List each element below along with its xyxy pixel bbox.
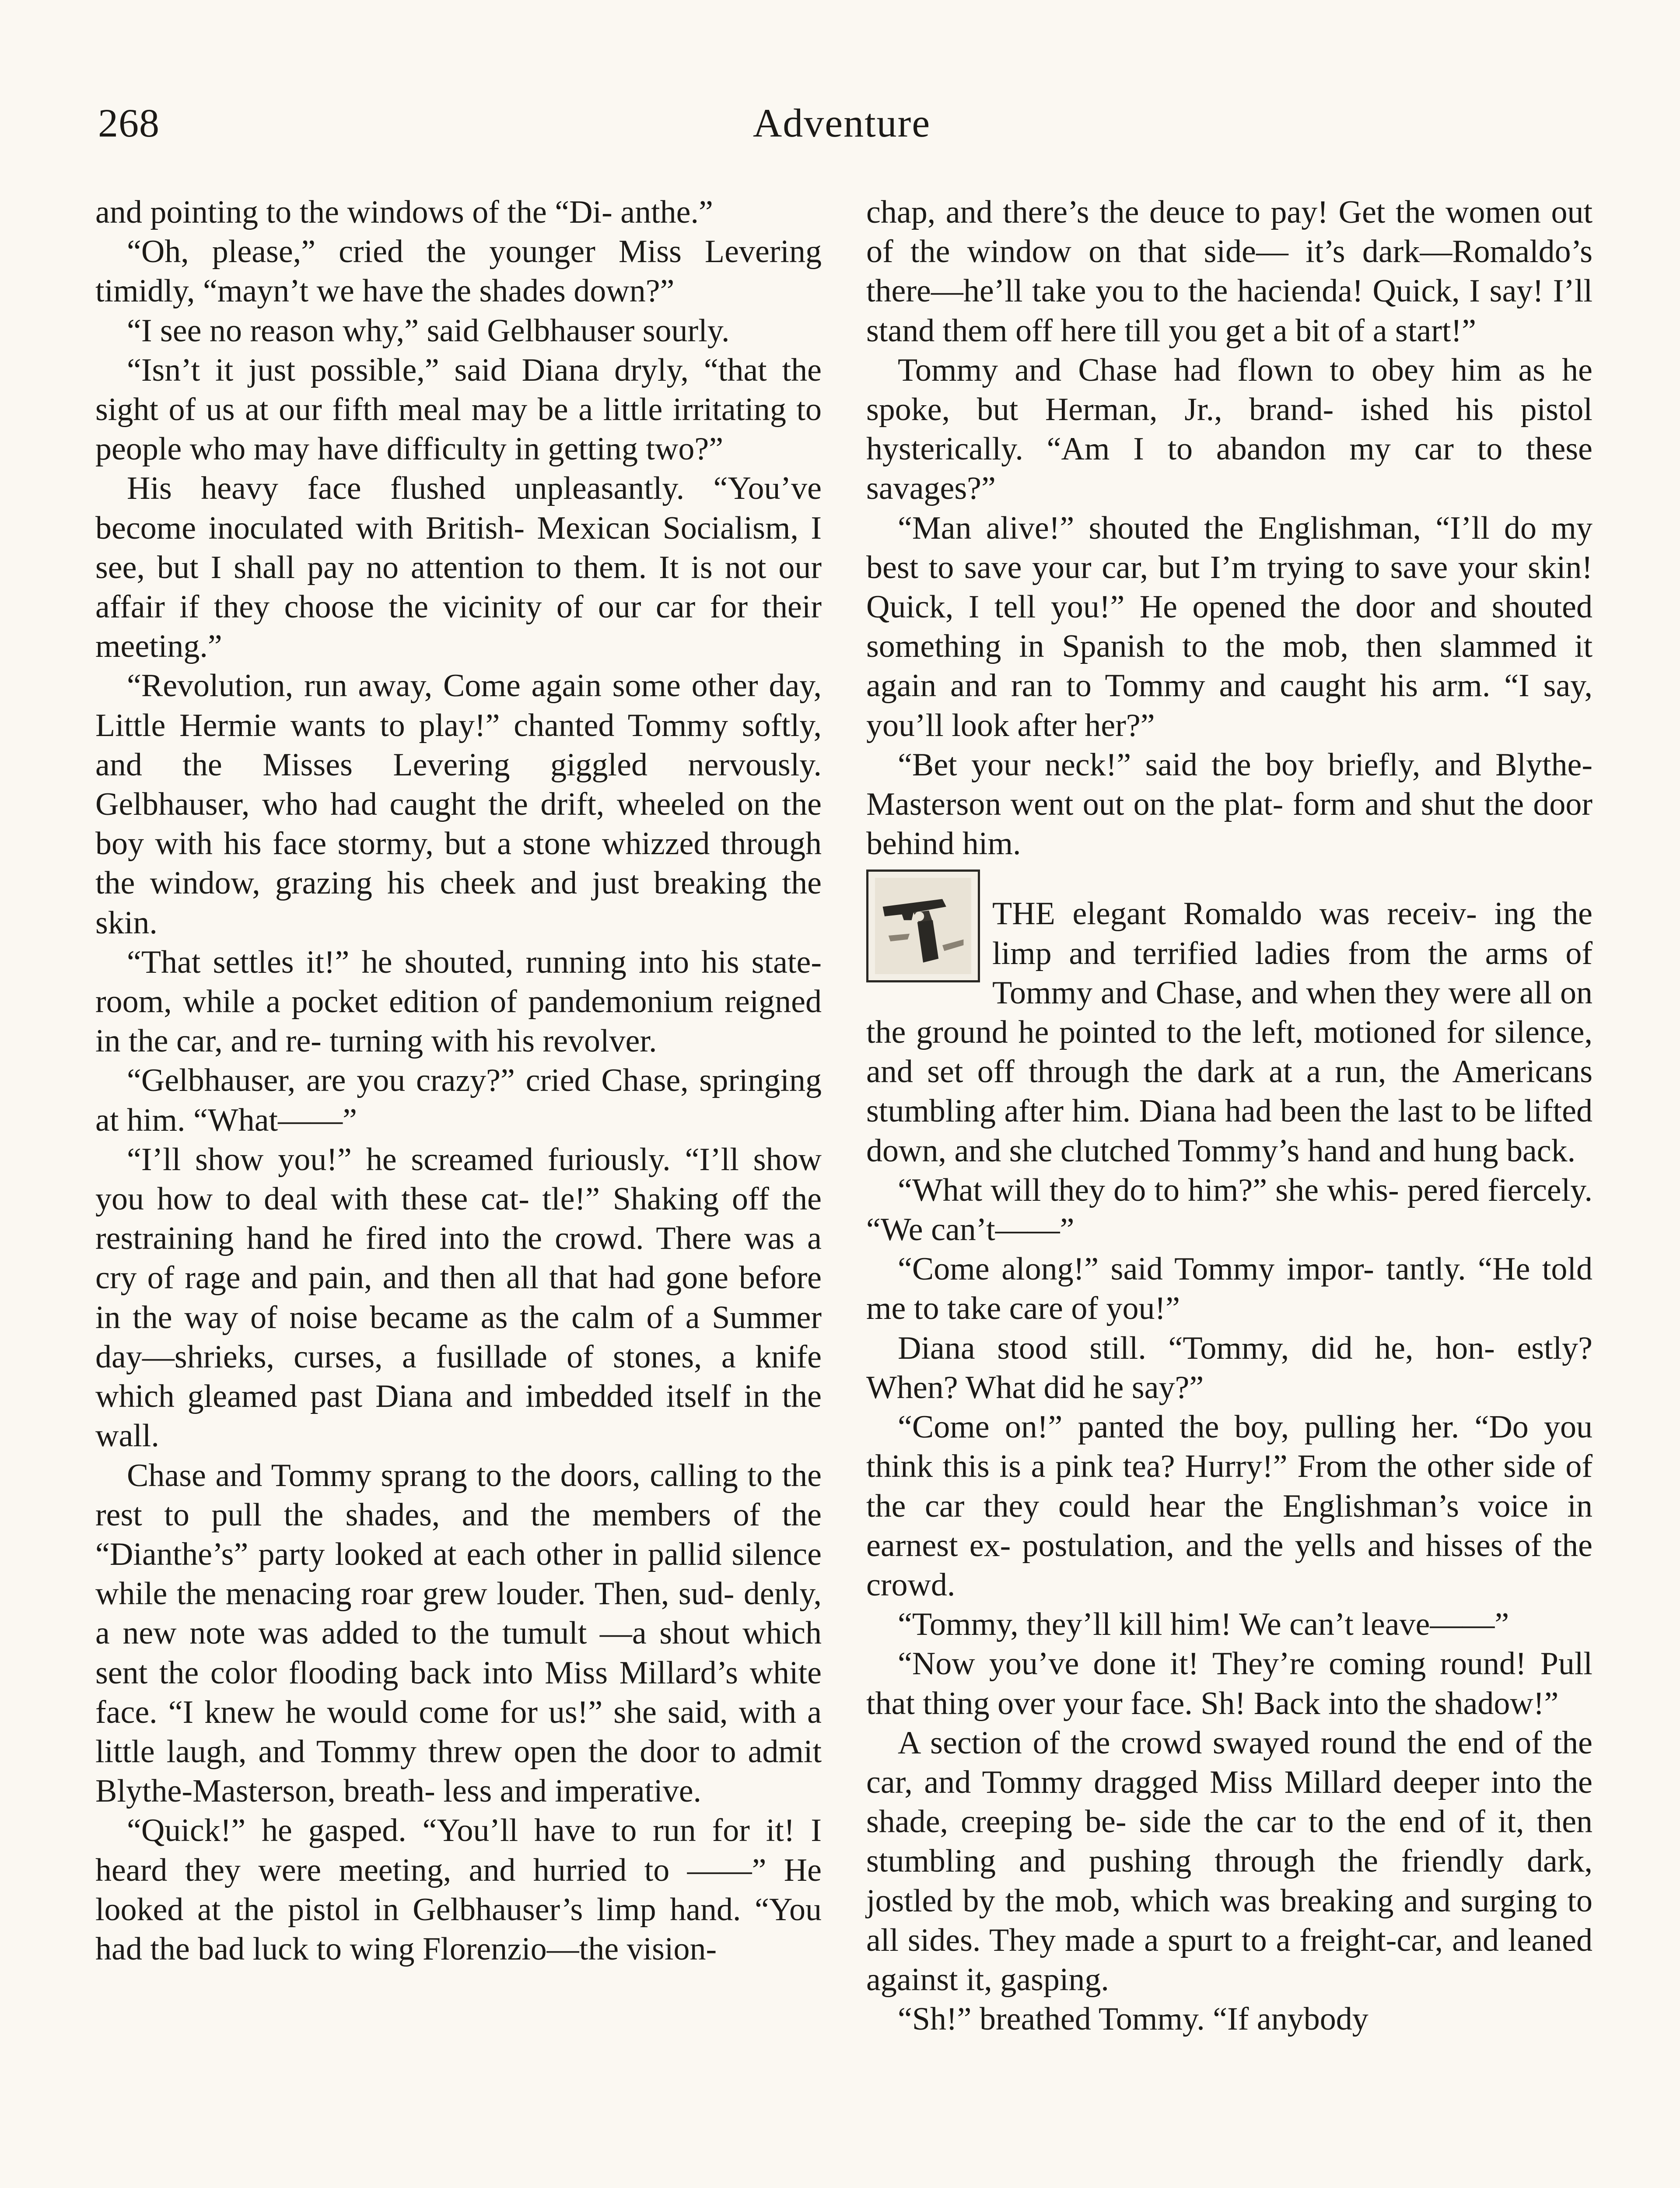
revolver-icon <box>875 878 972 974</box>
page-header <box>98 95 1586 151</box>
running-title: Adventure <box>752 101 931 145</box>
paragraph: “Now you’ve done it! They’re coming round! Pull that thing over your face. Sh! Back into the shadow!” <box>866 1646 1592 1722</box>
paragraph: A section of the crowd swayed round the end of the car, and Tommy dragged Miss Millard deeper into the shade, creeping be- side the car to the end of it, then stumbling and pushing through the friendly dark, jostled by the mob, which was breaking and surging to all sides. They made a spurt to a freight-car, and leaned against it, gasping. <box>866 1725 1592 1998</box>
paragraph: THE elegant Romaldo was receiv- ing the limp and terrified ladies from the arms of Tommy and Chase, and when they were all on the ground he pointed to the left, motioned for silence, and set off through the dark at a run, the Americans stumbling after him. Diana had been the last to be lifted down, and she clutched Tommy’s hand and hung back. <box>866 896 1592 1169</box>
paragraph: “Bet your neck!” said the boy briefly, and Blythe-Masterson went out on the plat- form and shut the door behind him. <box>866 747 1592 862</box>
paragraph: “Gelbhauser, are you crazy?” cried Chase, springing at him. “What——” <box>95 1062 822 1138</box>
paragraph: “Revolution, run away, Come again some other day, Little Hermie wants to play!” chanted Tommy softly, and the Misses Levering giggled nervously. Gelbhauser, who had caught the drift, wheeled on the boy with his face stormy, but a stone whizzed through the window, grazing his cheek and just breaking the skin. <box>95 668 822 941</box>
revolver-icon <box>866 870 980 982</box>
paragraph: “Tommy, they’ll kill him! We can’t leave——” <box>898 1606 1509 1643</box>
paragraph: “Come on!” panted the boy, pulling her. “Do you think this is a pink tea? Hurry!” From the other side of the car they could hear the Englishman’s voice in earnest ex- postulation, and the yells and hisses of the crowd. <box>866 1409 1592 1603</box>
paragraph: “I see no reason why,” said Gelbhauser sourly. <box>127 312 730 349</box>
paragraph: chap, and there’s the deuce to pay! Get the women out of the window on that side— it’s dark—Romaldo’s there—he’ll take you to the hacienda! Quick, I say! I’ll stand them off here till you get a bit of a start!” <box>866 194 1592 349</box>
paragraph: “Oh, please,” cried the younger Miss Levering timidly, “mayn’t we have the shades down?” <box>95 234 822 309</box>
paragraph: “Man alive!” shouted the Englishman, “I’ll do my best to save your car, but I’m trying to save your skin! Quick, I tell you!” He opened the door and shouted something in Spanish to the mob, then slammed it again and ran to Tommy and caught his arm. “I say, you’ll look after her?” <box>866 510 1592 743</box>
paragraph: and pointing to the windows of the “Di- anthe.” <box>95 194 713 230</box>
paragraph: Diana stood still. “Tommy, did he, hon- estly? When? What did he say?” <box>866 1330 1592 1406</box>
paragraph: Chase and Tommy sprang to the doors, calling to the rest to pull the shades, and the members of the “Dianthe’s” party looked at each other in pallid silence while the menacing roar grew louder. Then, sud- denly, a new note was added to the tumult —a shout which sent the color flooding back into Miss Millard’s white face. “I knew he would come for us!” she said, with a little laugh, and Tommy threw open the door to admit Blythe-Masterson, breath- less and imperative. <box>95 1457 822 1809</box>
page-number: 268 <box>98 101 160 145</box>
paragraph: “Quick!” he gasped. “You’ll have to run for it! I heard they were meeting, and hurried to ——” He looked at the pistol in Gelbhauser’s limp hand. “You had the bad luck to wing Florenzio—the vision- <box>95 1813 822 1967</box>
paragraph: His heavy face flushed unpleasantly. “You’ve become inoculated with British- Mexican Socialism, I see, but I shall pay no attention to them. It is not our affair if they choose the vicinity of our car for their meeting.” <box>95 470 822 665</box>
paragraph: “That settles it!” he shouted, running into his state-room, while a pocket edition of pandemonium reigned in the car, and re- turning with his revolver. <box>95 944 822 1059</box>
paragraph: “Isn’t it just possible,” said Diana dryly, “that the sight of us at our fifth meal may be a little irritating to people who may have difficulty in getting two?” <box>95 352 822 467</box>
paragraph: “What will they do to him?” she whis- pered fiercely. “We can’t——” <box>866 1172 1592 1248</box>
paragraph: “Sh!” breathed Tommy. “If anybody <box>898 2001 1368 2037</box>
paragraph: Tommy and Chase had flown to obey him as he spoke, but Herman, Jr., brand- ished his pistol hysterically. “Am I to abandon my car to these savages?” <box>866 352 1592 507</box>
left-column <box>95 193 822 1969</box>
right-column <box>866 193 1592 2039</box>
paragraph: “Come along!” said Tommy impor- tantly. “He told me to take care of you!” <box>866 1251 1592 1327</box>
paragraph: “I’ll show you!” he screamed furiously. “I’ll show you how to deal with these cat- tle!” Shaking off the restraining hand he fired into the crowd. There was a cry of rage and pain, and then all that had gone before in the way of noise became as the calm of a Summer day—shrieks, curses, a fusillade of stones, a knife which gleamed past Diana and imbedded itself in the wall. <box>95 1141 822 1454</box>
